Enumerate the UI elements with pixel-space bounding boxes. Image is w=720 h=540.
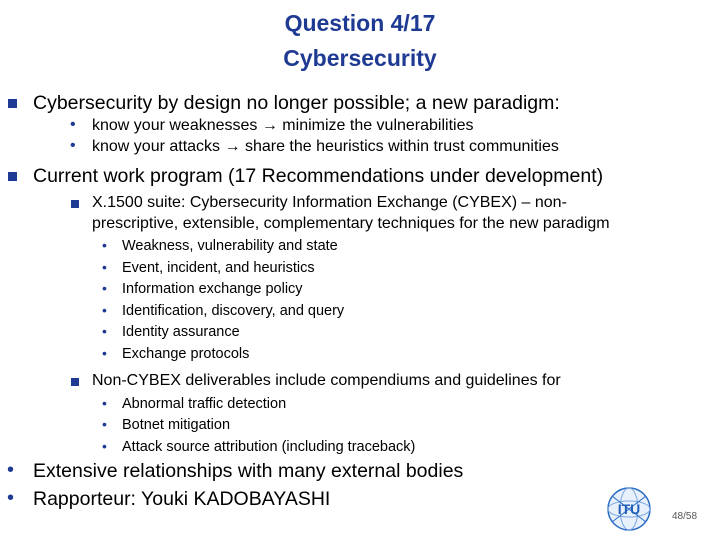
bullet-icon: • [102,237,107,253]
section2-heading-text: Current work program (17 Recommendations under development) [33,165,604,187]
noncybex-item [92,372,561,390]
bullet-icon: • [102,416,107,432]
square-bullet-icon [8,99,17,108]
list-item-text: Event, incident, and heuristics [122,260,315,276]
list-item-text: know your attacks → share the heuristics within trust communities [92,138,559,155]
bullet-icon: • [102,302,107,318]
logo-text: ITU [617,501,641,517]
section1-heading [33,92,560,115]
list-item [70,116,474,135]
slide-title-line1: Question 4/17 [284,10,436,36]
section2-heading [33,165,603,188]
list-item-text: Identity assurance [122,324,240,340]
square-bullet-icon [71,200,79,208]
bullet-icon: • [102,323,107,339]
page-number: 48/58 [672,511,698,522]
bullet-icon: • [102,395,107,411]
list-item [102,259,315,276]
bottom-item-text: Rapporteur: Youki KADOBAYASHI [33,488,331,510]
list-item [70,137,559,156]
bullet-icon: • [102,438,107,454]
bottom-item-text: Extensive relationships with many external bodies [33,460,464,482]
bullet-icon: • [70,137,76,154]
square-bullet-icon [71,378,79,386]
bullet-icon: • [7,459,15,481]
list-item-text: Abnormal traffic detection [122,396,287,412]
list-item [102,280,303,297]
list-item [102,416,231,433]
list-item-text: know your weaknesses → minimize the vulnerabilities [92,117,474,134]
noncybex-heading: Non-CYBEX deliverables include compendiums and guidelines for [92,372,561,389]
x1500-line1: X.1500 suite: Cybersecurity Information Exchange (CYBEX) – non- [92,194,567,211]
list-item-text: Identification, discovery, and query [122,303,345,319]
list-item [102,302,345,319]
list-item-text: Weakness, vulnerability and state [122,238,338,254]
x1500-item [92,194,567,212]
list-item [102,438,416,455]
list-item-text: Exchange protocols [122,346,250,362]
list-item-text: Botnet mitigation [122,417,231,433]
list-item [102,323,240,340]
list-item [102,345,250,362]
bullet-icon: • [102,345,107,361]
section1-heading-text: Cybersecurity by design no longer possible; a new paradigm: [33,92,560,114]
list-item [102,237,338,254]
slide-title-line2: Cybersecurity [283,45,437,71]
bottom-item [7,459,464,483]
list-item-text: Information exchange policy [122,281,303,297]
bullet-icon: • [102,280,107,296]
list-item-text: Attack source attribution (including traceback) [122,439,416,455]
itu-logo-icon [606,486,652,532]
bottom-item [7,487,331,511]
x1500-line2: prescriptive, extensible, complementary techniques for the new paradigm [92,215,610,232]
square-bullet-icon [8,172,17,181]
bullet-icon: • [7,487,15,509]
bullet-icon: • [102,259,107,275]
bullet-icon: • [70,116,76,133]
list-item [102,395,287,412]
